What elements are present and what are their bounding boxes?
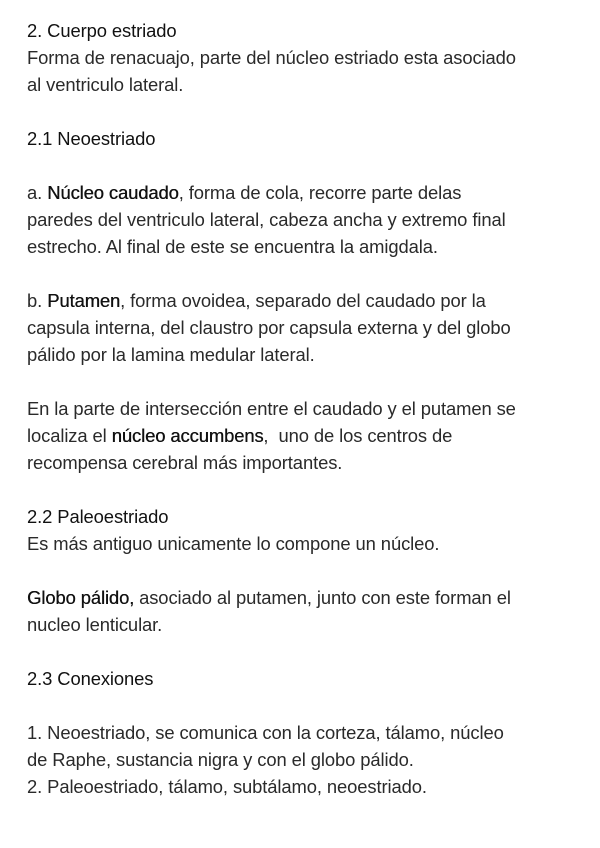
paragraph-line: nucleo lenticular.	[27, 614, 163, 635]
spacer	[27, 692, 577, 719]
spacer	[27, 638, 577, 665]
paragraph-line: al ventriculo lateral.	[27, 74, 184, 95]
paragraph-line: pálido por la lamina medular lateral.	[27, 344, 315, 365]
list-marker: a.	[27, 182, 48, 203]
term-nucleo-accumbens: núcleo accumbens	[111, 425, 264, 446]
text-run: , forma de cola, recorre parte delas	[178, 182, 462, 203]
text-run: , forma ovoidea, separado del caudado por la	[120, 290, 486, 311]
paragraph-line-accumbens	[27, 422, 577, 449]
spacer	[27, 98, 577, 125]
paragraph-line: Es más antiguo unicamente lo compone un núcleo.	[27, 533, 440, 554]
paragraph-line: En la parte de intersección entre el caudado y el putamen se	[27, 398, 516, 419]
paragraph-line: recompensa cerebral más importantes.	[27, 452, 343, 473]
paragraph-line-caudado	[27, 179, 577, 206]
list-item: 1. Neoestriado, se comunica con la corteza, tálamo, núcleo	[27, 722, 504, 743]
spacer	[27, 557, 577, 584]
list-marker: b.	[27, 290, 48, 311]
section-heading-paleoestriado: 2.2 Paleoestriado	[27, 506, 169, 527]
spacer	[27, 368, 577, 395]
paragraph-line: capsula interna, del claustro por capsula externa y del globo	[27, 317, 511, 338]
term-putamen: Putamen	[47, 290, 121, 311]
spacer	[27, 152, 577, 179]
paragraph-line: paredes del ventriculo lateral, cabeza ancha y extremo final	[27, 209, 506, 230]
section-heading-cuerpo-estriado: 2. Cuerpo estriado	[27, 20, 177, 41]
text-run: , uno de los centros de	[263, 425, 453, 446]
term-nucleo-caudado: Núcleo caudado	[47, 182, 179, 203]
spacer	[27, 476, 577, 503]
text-run: asociado al putamen, junto con este forman el	[134, 587, 511, 608]
list-item: 2. Paleoestriado, tálamo, subtálamo, neoestriado.	[27, 776, 427, 797]
text-run: localiza el	[27, 425, 112, 446]
paragraph-line: estrecho. Al final de este se encuentra la amigdala.	[27, 236, 438, 257]
spacer	[27, 260, 577, 287]
paragraph-line: Forma de renacuajo, parte del núcleo estriado esta asociado	[27, 47, 516, 68]
list-item-continuation: de Raphe, sustancia nigra y con el globo pálido.	[27, 749, 414, 770]
section-heading-neoestriado: 2.1 Neoestriado	[27, 128, 156, 149]
paragraph-line-globo-palido	[27, 584, 577, 611]
term-globo-palido: Globo pálido,	[27, 587, 135, 608]
section-heading-conexiones: 2.3 Conexiones	[27, 668, 154, 689]
document-page	[27, 17, 577, 800]
paragraph-line-putamen	[27, 287, 577, 314]
